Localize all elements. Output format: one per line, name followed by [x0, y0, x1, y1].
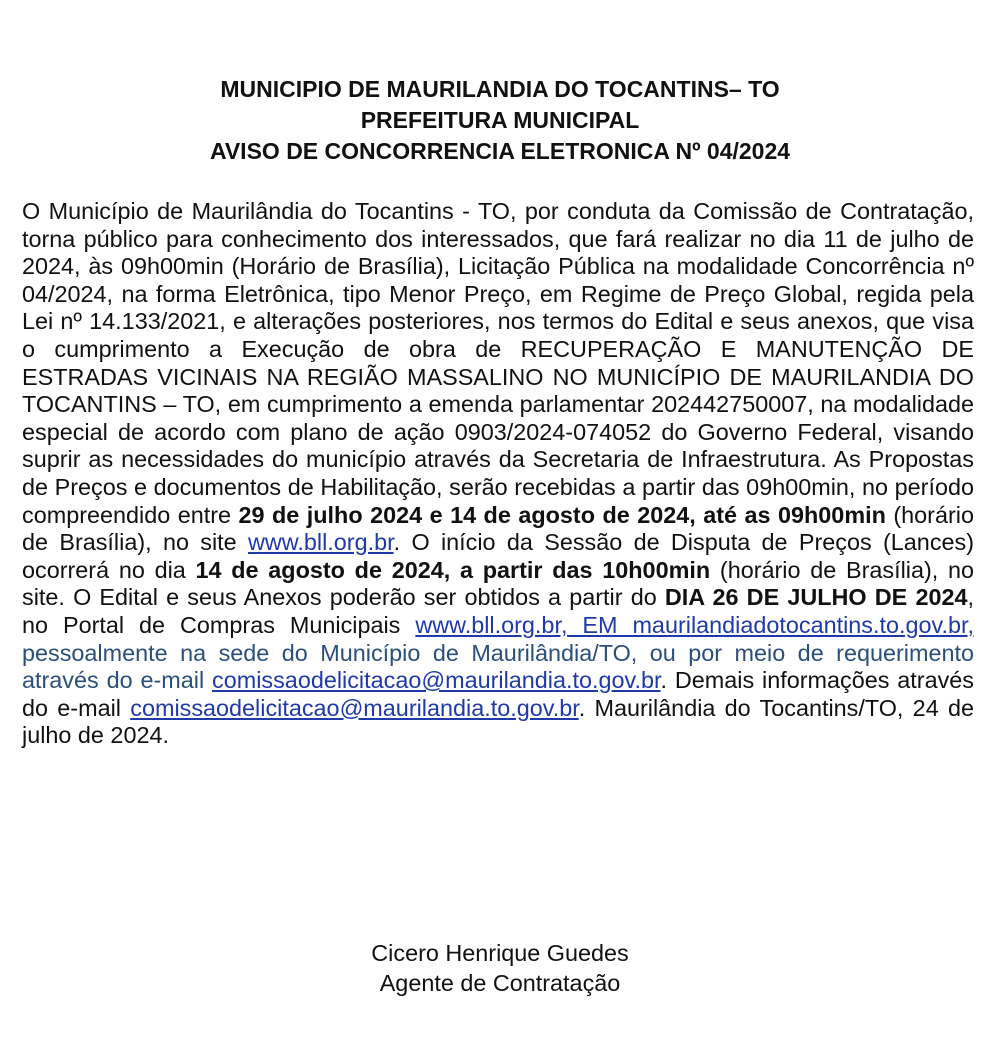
body-text-8: . Maurilândia do Tocantins/TO, 24 de julho de 2024.: [22, 694, 974, 749]
notice-body: [22, 198, 974, 750]
document-header: [0, 74, 1000, 167]
email-link-2[interactable]: comissaodelicitacao@maurilandia.to.gov.br: [130, 694, 579, 721]
signer-name: Cicero Henrique Guedes: [371, 940, 629, 966]
header-municipality: MUNICIPIO DE MAURILANDIA DO TOCANTINS– TO: [220, 76, 780, 102]
proposal-period: 29 de julho 2024 e 14 de agosto de 2024, até as 09h00min: [238, 501, 886, 528]
signature-block: [0, 938, 1000, 998]
bll-link[interactable]: www.bll.org.br: [248, 529, 394, 556]
header-notice-title: AVISO DE CONCORRENCIA ELETRONICA Nº 04/2024: [209, 138, 791, 164]
body-text-7: . Demais informações através do e-mail: [22, 667, 975, 721]
signer-role: Agente de Contratação: [379, 970, 621, 996]
body-text-2: (horário de Brasília), no site: [22, 501, 974, 556]
body-text-4: (horário de Brasília), no site. O Edital e seus Anexos poderão ser obtidos a partir do: [22, 556, 974, 611]
body-text-5: , no Portal de Compras Municipais: [22, 584, 974, 638]
header-prefeitura: PREFEITURA MUNICIPAL: [360, 107, 640, 133]
session-date: 14 de agosto de 2024, a partir das 10h00min: [195, 556, 711, 583]
email-link-1[interactable]: comissaodelicitacao@maurilandia.to.gov.br: [212, 667, 661, 694]
portal-links[interactable]: www.bll.org.br, EM maurilandiadotocantins.to.gov.br,: [415, 611, 974, 638]
body-text-6: pessoalmente na sede do Município de Maurilândia/TO, ou por meio de requerimento através do e-mail: [22, 639, 974, 694]
body-text-3: . O início da Sessão de Disputa de Preços (Lances) ocorrerá no dia: [22, 529, 975, 583]
body-text-1: O Município de Maurilândia do Tocantins - TO, por conduta da Comissão de Contratação, torna público para conhecimento dos interessados, que fará realizar no dia 11 de julho de 2024, às 09h00min (Horário de Brasília), Licitação Pública na modalidade Concorrência nº 04/2024, na forma Eletrônica, tipo Menor Preço, em Regime de Preço Global, regida pela Lei nº 14.133/2021, e alterações posteriores, nos termos do Edital e seus anexos, que visa o cumprimento a Execução de obra de RECUPERAÇÃO E MANUTENÇÃO DE ESTRADAS VICINAIS NA REGIÃO MASSALINO NO MUNICÍPIO DE MAURILANDIA DO TOCANTINS – TO, em cumprimento a emenda parlamentar 202442750007, na modalidade especial de acordo com plano de ação 0903/2024-074052 do Governo Federal, visando suprir as necessidades do município através da Secretaria de Infraestrutura. As Propostas de Preços e documentos de Habilitação, serão recebidas a partir das 09h00min, no período compreendido entre: [22, 198, 974, 528]
edital-date: DIA 26 DE JULHO DE 2024: [664, 584, 968, 611]
